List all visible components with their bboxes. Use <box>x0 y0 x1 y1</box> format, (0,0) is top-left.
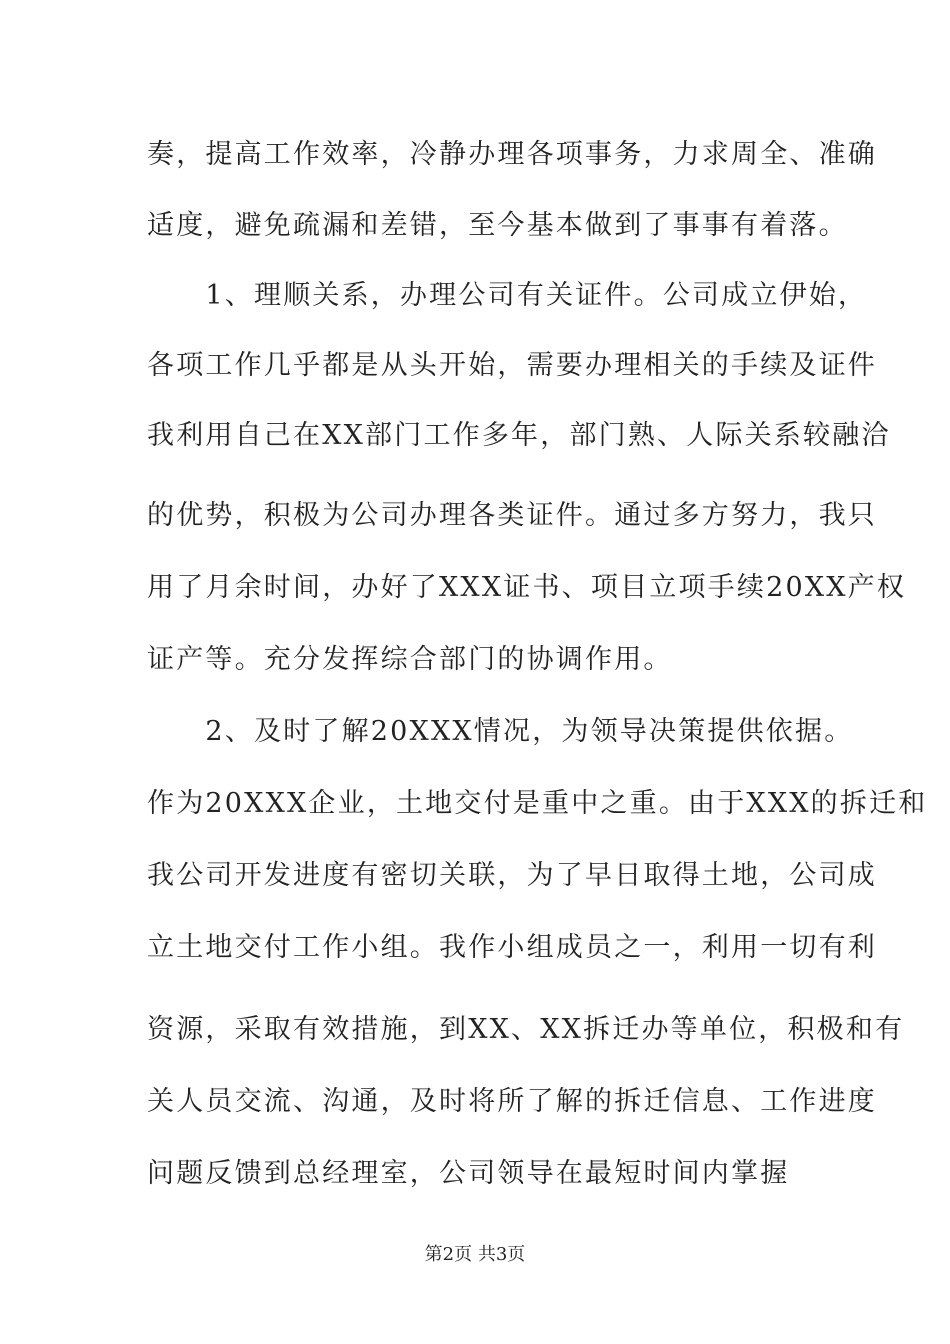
body-line: 我公司开发进度有密切关联，为了早日取得土地，公司成 <box>147 860 877 891</box>
body-line: 问题反馈到总经理室，公司领导在最短时间内掌握 <box>147 1158 790 1189</box>
body-line: 各项工作几乎都是从头开始，需要办理相关的手续及证件 <box>147 350 877 381</box>
body-line: 我利用自己在XX部门工作多年，部门熟、人际关系较融洽 <box>147 420 891 451</box>
body-line: 奏，提高工作效率，冷静办理各项事务，力求周全、准确 <box>147 139 877 170</box>
body-line: 关人员交流、沟通，及时将所了解的拆迁信息、工作进度 <box>147 1086 877 1117</box>
body-line: 作为20XXX企业，土地交付是重中之重。由于XXX的拆迁和 <box>147 788 928 819</box>
page-number-footer: 第2页 共3页 <box>424 1244 526 1265</box>
body-line: 2、及时了解20XXX情况，为领导决策提供依据。 <box>147 716 854 747</box>
body-line: 资源，采取有效措施，到XX、XX拆迁办等单位，积极和有 <box>147 1014 905 1045</box>
body-line: 1、理顺关系，办理公司有关证件。公司成立伊始， <box>147 280 868 311</box>
body-line: 的优势，积极为公司办理各类证件。通过多方努力，我只 <box>147 500 877 531</box>
body-line: 立土地交付工作小组。我作小组成员之一，利用一切有利 <box>147 932 877 963</box>
body-line: 用了月余时间，办好了XXX证书、项目立项手续20XX产权 <box>147 572 907 603</box>
body-line: 适度，避免疏漏和差错，至今基本做到了事事有着落。 <box>147 210 848 241</box>
body-line: 证产等。充分发挥综合部门的协调作用。 <box>147 644 673 675</box>
